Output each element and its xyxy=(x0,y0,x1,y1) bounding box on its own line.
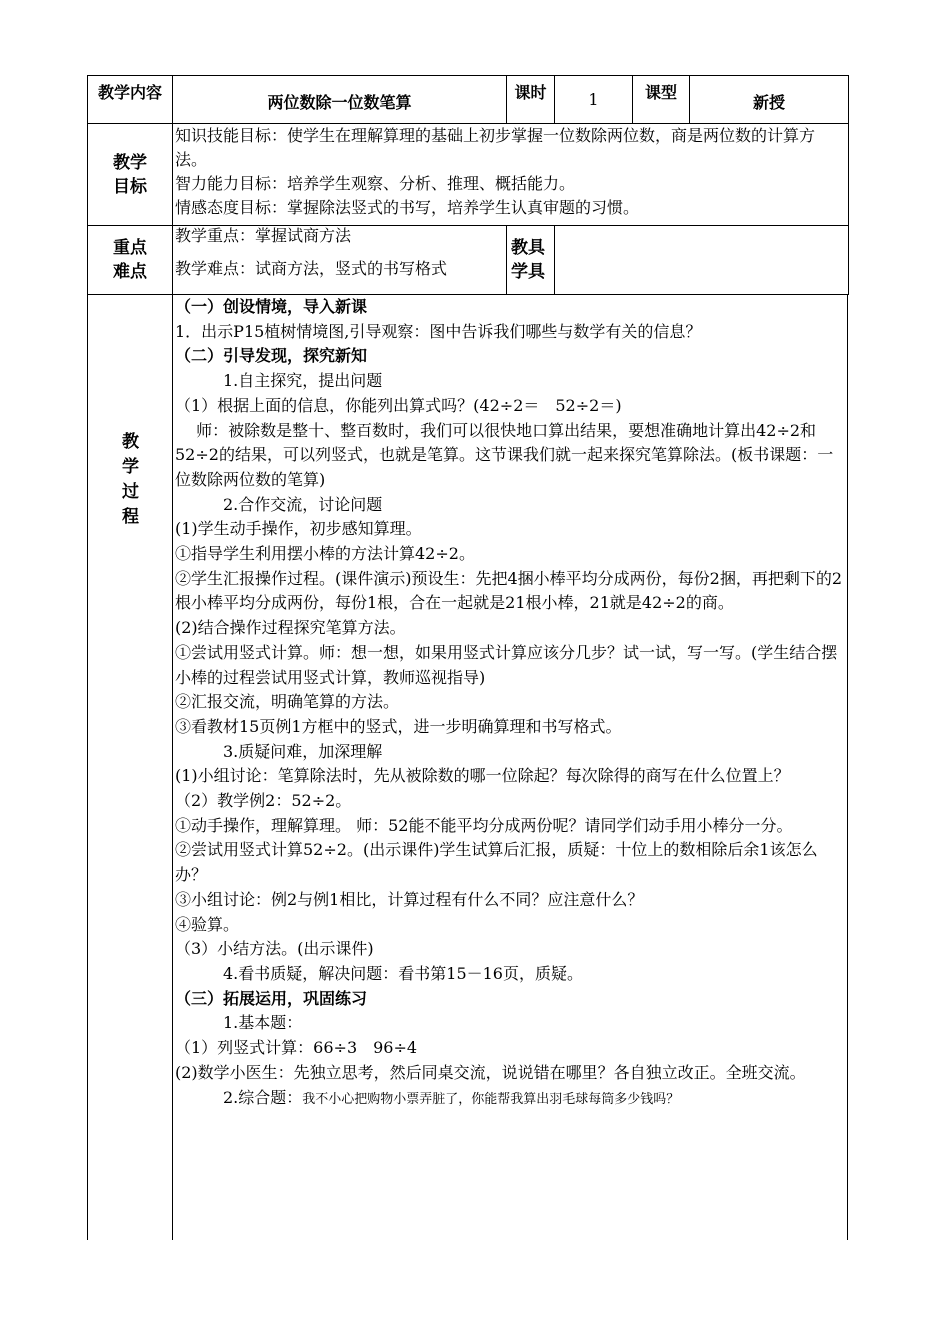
process-line: ②汇报交流，明确笔算的方法。 xyxy=(175,692,400,712)
last-line-rest: 我不小心把购物小票弄脏了，你能帮我算出羽毛球每筒多少钱吗？ xyxy=(302,1091,680,1107)
process-line: 2.合作交流，讨论问题 xyxy=(175,494,383,514)
key-points-content xyxy=(173,226,507,294)
content-label: 教学内容 xyxy=(88,76,173,123)
process-line: 1.自主探究，提出问题 xyxy=(175,371,383,391)
process-line: （二）引导发现，探究新知 xyxy=(175,346,368,366)
process-line: (2)数学小医生：先独立思考，然后同桌交流，说说错在哪里？各自独立改正。全班交流。 xyxy=(175,1062,806,1082)
process-row xyxy=(87,294,849,1240)
process-line: 3.质疑问难，加深理解 xyxy=(175,741,383,761)
process-line: （1）列竖式计算：66÷3 96÷4 xyxy=(175,1038,418,1058)
process-line: 4.看书质疑，解决问题：看书第15－16页，质疑。 xyxy=(175,963,583,983)
last-line-prefix: 2.综合题： xyxy=(175,1087,303,1107)
process-line: （1）根据上面的信息，你能列出算式吗？(42÷2＝ 52÷2＝) xyxy=(175,395,622,415)
period-label: 课时 xyxy=(507,76,555,123)
process-line: (1)小组讨论：笔算除法时，先从被除数的哪一位除起？每次除得的商写在什么位置上？ xyxy=(175,766,790,786)
tools-value xyxy=(555,226,848,294)
type-label: 课型 xyxy=(633,76,690,123)
key-points-label: 重点 难点 xyxy=(88,226,173,294)
lesson-plan-table xyxy=(87,75,849,1240)
process-line: ②尝试用竖式计算52÷2。(出示课件)学生试算后汇报，质疑：十位上的数相除后余1该怎么办？ xyxy=(175,840,818,885)
teaching-difficulty: 教学难点：试商方法，竖式的书写格式 xyxy=(175,259,448,278)
process-line: ③看教材15页例1方框中的竖式，进一步明确算理和书写格式。 xyxy=(175,716,622,736)
process-line: (1)学生动手操作，初步感知算理。 xyxy=(175,519,422,539)
objectives-content xyxy=(173,124,848,225)
header-row xyxy=(87,75,849,123)
process-line: ④验算。 xyxy=(175,914,240,934)
tools-label: 教具 学具 xyxy=(507,226,555,294)
process-label-cell xyxy=(88,295,173,1240)
lesson-title: 两位数除一位数笔算 xyxy=(173,76,507,123)
process-line: （三）拓展运用，巩固练习 xyxy=(175,988,368,1008)
process-line: 1．出示P15植树情境图,引导观察：图中告诉我们哪些与数学有关的信息？ xyxy=(175,321,702,341)
process-line: (2)结合操作过程探究笔算方法。 xyxy=(175,618,406,638)
objective-attitude: 情感态度目标：掌握除法竖式的书写，培养学生认真审题的习惯。 xyxy=(175,198,640,217)
process-content xyxy=(173,295,848,1240)
process-label: 教 学 过 程 xyxy=(122,432,139,527)
objective-ability: 智力能力目标：培养学生观察、分析、推理、概括能力。 xyxy=(175,174,576,193)
key-points-row xyxy=(87,225,849,294)
objectives-row xyxy=(87,123,849,225)
process-line-last xyxy=(175,1086,845,1113)
process-line: 师：被除数是整十、整百数时，我们可以很快地口算出结果，要想准确地计算出42÷2和52÷2的结果，可以列竖式，也就是笔算。这节课我们就一起来探究笔算除法。(板书课题：一位数除两位数的笔算) xyxy=(175,420,834,489)
period-value: 1 xyxy=(555,76,633,123)
process-line: 1.基本题： xyxy=(175,1013,303,1033)
process-line: （2）教学例2：52÷2。 xyxy=(175,791,352,811)
process-line: （3）小结方法。(出示课件) xyxy=(175,939,374,959)
process-line: ①尝试用竖式计算。师：想一想，如果用竖式计算应该分几步？试一试，写一写。(学生结合摆小棒的过程尝试用竖式计算，教师巡视指导) xyxy=(175,642,838,687)
objectives-label: 教学 目标 xyxy=(88,124,173,225)
type-value: 新授 xyxy=(752,93,785,112)
teaching-focus: 教学重点：掌握试商方法 xyxy=(175,226,352,245)
process-line: ①指导学生利用摆小棒的方法计算42÷2。 xyxy=(175,544,475,564)
process-line: ③小组讨论：例2与例1相比，计算过程有什么不同？应注意什么？ xyxy=(175,889,644,909)
process-line: ①动手操作，理解算理。 师：52能不能平均分成两份呢？请同学们动手用小棒分一分。 xyxy=(175,815,793,835)
objective-knowledge: 知识技能目标：使学生在理解算理的基础上初步掌握一位数除两位数，商是两位数的计算方法。 xyxy=(175,126,816,169)
process-line: ②学生汇报操作过程。(课件演示)预设生：先把4捆小棒平均分成两份，每份2捆，再把剩下的2根小棒平均分成两份，每份1根，合在一起就是21根小棒，21就是42÷2的商。 xyxy=(175,568,843,613)
process-line: （一）创设情境，导入新课 xyxy=(175,297,368,316)
